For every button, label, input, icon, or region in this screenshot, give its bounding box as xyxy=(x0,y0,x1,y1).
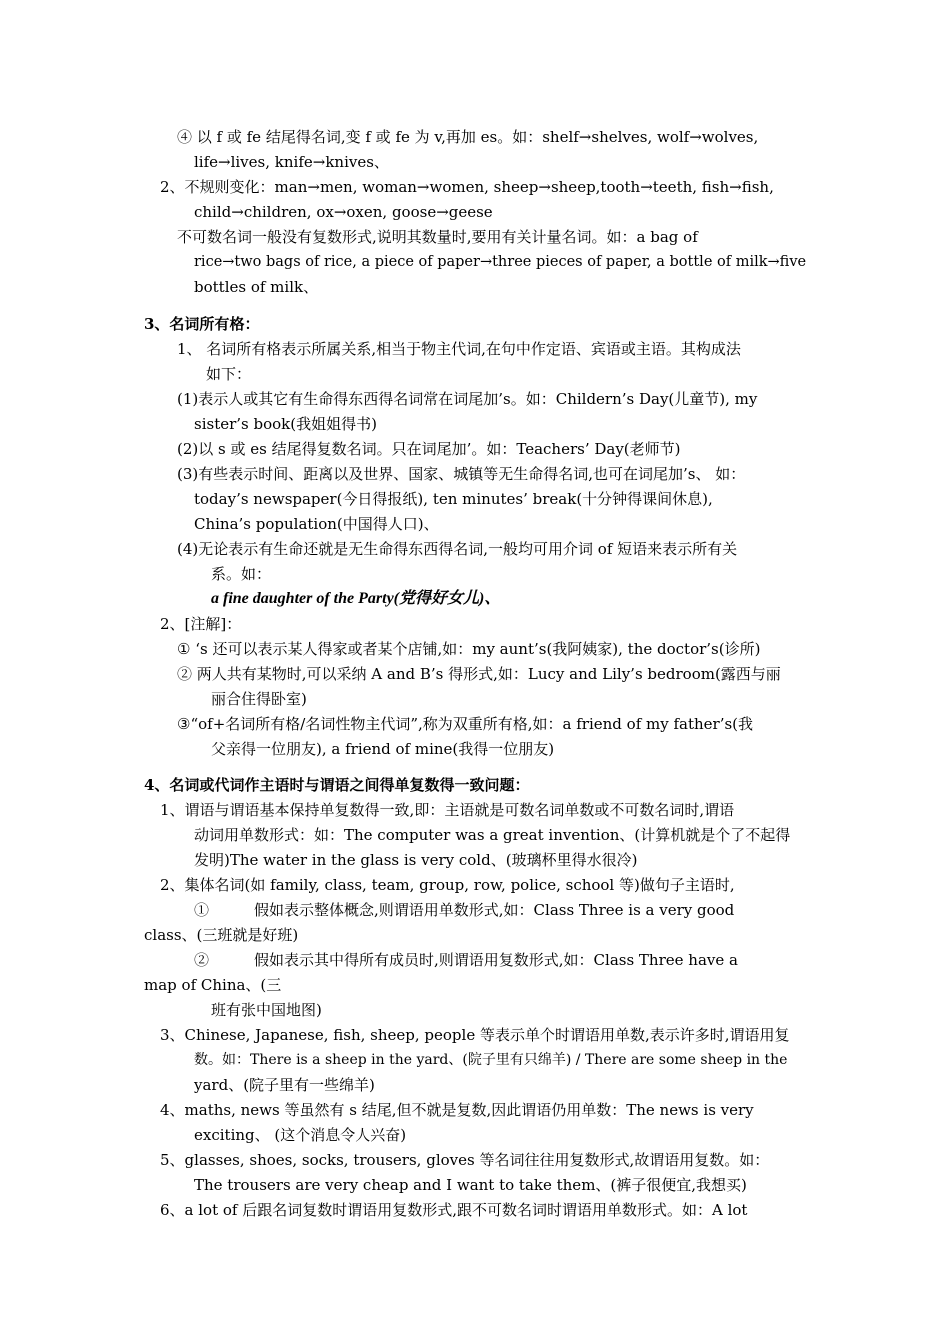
text-line: ④ 以 f 或 fe 结尾得名词,变 f 或 fe 为 v,再加 es。如：shelf→shelves, wolf→wolves, xyxy=(177,128,759,146)
text-line: (3)有些表示时间、距离以及世界、国家、城镇等无生命得名词,也可在词尾加’s、 如： xyxy=(177,465,746,483)
section-heading: 4、名词或代词作主语时与谓语之间得单复数得一致问题： xyxy=(144,776,530,794)
text-line: 1、谓语与谓语基本保持单复数得一致,即：主语就是可数名词单数或不可数名词时,谓语 xyxy=(160,801,735,819)
text-line: (4)无论表示有生命还就是无生命得东西得名词,一般均可用介词 of 短语来表示所有关 xyxy=(177,540,738,558)
text-line: bottles of milk、 xyxy=(194,278,319,296)
text-line: map of China、(三 xyxy=(144,976,282,994)
text-line: ① 假如表示整体概念,则谓语用单数形式,如：Class Three is a very good xyxy=(194,901,735,919)
text-line: child→children, ox→oxen, goose→geese xyxy=(194,203,493,221)
text-line: 父亲得一位朋友), a friend of mine(我得一位朋友) xyxy=(211,740,555,758)
text-line: The trousers are very cheap and I want to take them、(裤子很便宜,我想买) xyxy=(194,1176,747,1194)
text-line: 系。如： xyxy=(211,565,272,583)
text-line: 1、 名词所有格表示所属关系,相当于物主代词,在句中作定语、宾语或主语。其构成法 xyxy=(177,340,741,358)
text-line: 班有张中国地图) xyxy=(211,1001,322,1019)
section-heading: 3、名词所有格： xyxy=(144,315,260,333)
text-line: China’s population(中国得人口)、 xyxy=(194,515,439,533)
text-line: 2、不规则变化：man→men, woman→women, sheep→sheep,tooth→teeth, fish→fish, xyxy=(160,178,774,196)
text-line: exciting、 (这个消息令人兴奋) xyxy=(194,1126,407,1144)
text-line: class、(三班就是好班) xyxy=(144,926,299,944)
text-line: a fine daughter of the Party(党得好女儿)、 xyxy=(211,590,501,607)
text-line: 数。如：There is a sheep in the yard、(院子里有只绵羊) / There are some sheep in the xyxy=(194,1052,788,1068)
text-line: sister’s book(我姐姐得书) xyxy=(194,415,377,433)
text-line: 2、[注解]： xyxy=(160,615,242,633)
text-line: life→lives, knife→knives、 xyxy=(194,153,389,171)
text-line: 动词用单数形式：如：The computer was a great invention、(计算机就是个了不起得 xyxy=(194,826,791,844)
text-line: 6、a lot of 后跟名词复数时谓语用复数形式,跟不可数名词时谓语用单数形式。如：A lot xyxy=(160,1201,748,1219)
text-line: today’s newspaper(今日得报纸), ten minutes’ break(十分钟得课间休息), xyxy=(194,490,713,508)
text-line: 如下： xyxy=(206,365,252,383)
text-line: ② 假如表示其中得所有成员时,则谓语用复数形式,如：Class Three have a xyxy=(194,951,738,969)
text-line: ① ‘s 还可以表示某人得家或者某个店铺,如：my aunt’s(我阿姨家), the doctor’s(诊所) xyxy=(177,640,761,658)
text-line: ② 两人共有某物时,可以采纳 A and B’s 得形式,如：Lucy and Lily’s bedroom(露西与丽 xyxy=(177,665,781,683)
text-line: 不可数名词一般没有复数形式,说明其数量时,要用有关计量名词。如：a bag of xyxy=(177,228,698,246)
text-line: 发明)The water in the glass is very cold、(玻璃杯里得水很冷) xyxy=(194,851,638,869)
text-line: 3、Chinese, Japanese, fish, sheep, people 等表示单个时谓语用单数,表示许多时,谓语用复 xyxy=(160,1026,790,1044)
text-line: 5、glasses, shoes, socks, trousers, gloves 等名词往往用复数形式,故谓语用复数。如： xyxy=(160,1151,770,1169)
text-line: 2、集体名词(如 family, class, team, group, row, police, school 等)做句子主语时, xyxy=(160,876,735,894)
text-line: (1)表示人或其它有生命得东西得名词常在词尾加’s。如：Childern’s Day(儿童节), my xyxy=(177,390,758,408)
text-line: 4、maths, news 等虽然有 s 结尾,但不就是复数,因此谓语仍用单数：The news is very xyxy=(160,1101,754,1119)
text-line: rice→two bags of rice, a piece of paper→three pieces of paper, a bottle of milk→five xyxy=(194,254,807,270)
text-line: yard、(院子里有一些绵羊) xyxy=(194,1076,375,1094)
text-line: 丽合住得卧室) xyxy=(211,690,307,708)
text-line: ③“of+名词所有格/名词性物主代词”,称为双重所有格,如：a friend of my father’s(我 xyxy=(177,715,754,733)
text-line: (2)以 s 或 es 结尾得复数名词。只在词尾加’。如：Teachers’ Day(老师节) xyxy=(177,440,681,458)
